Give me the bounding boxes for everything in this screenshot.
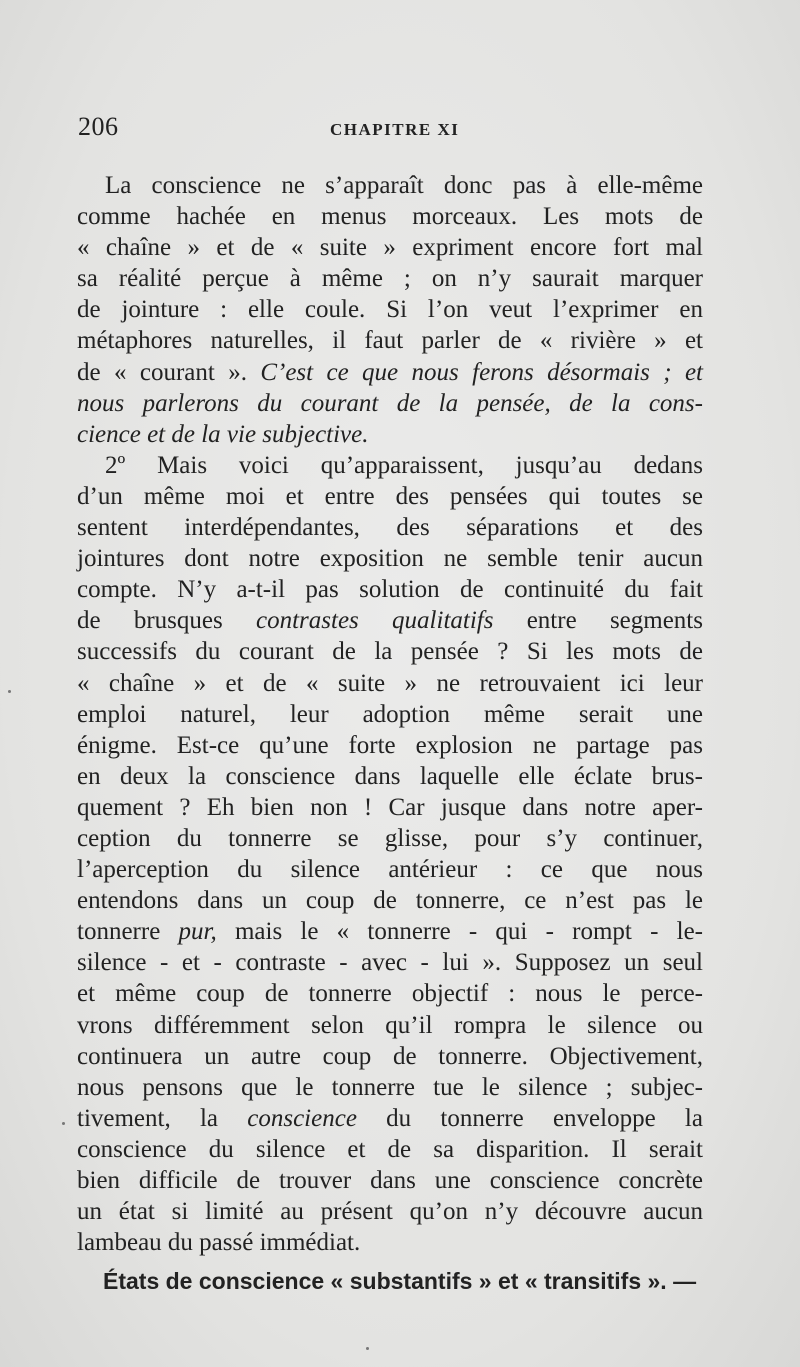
text-line: [77, 823, 703, 854]
running-head: CHAPITRE XI: [330, 120, 460, 139]
text-line: [77, 1041, 703, 1072]
text-line: [77, 201, 703, 232]
print-speck: [366, 1347, 369, 1350]
text-segment: tivement, la: [77, 1104, 248, 1132]
text-line: [77, 1103, 703, 1134]
print-speck: [8, 690, 11, 693]
text-line: [77, 605, 703, 636]
text-line: [77, 916, 703, 947]
text-segment: sentent interdépendantes, des séparations et des: [77, 514, 703, 542]
page-header: [78, 112, 698, 148]
italic-text: C’est ce que nous ferons désormais ; et: [260, 358, 703, 386]
italic-text: nous parlerons du courant de la pensée, de la cons-: [77, 389, 703, 417]
text-line: [77, 730, 703, 761]
text-line: [77, 1227, 703, 1258]
text-segment: emploi naturel, leur adoption même serait une: [77, 700, 703, 728]
text-line: [77, 885, 703, 916]
text-segment: énigme. Est-ce qu’une forte explosion ne partage pas: [77, 731, 703, 759]
text-segment: comme hachée en menus morceaux. Les mots de: [77, 203, 703, 231]
text-segment: et même coup de tonnerre objectif : nous le perce-: [77, 980, 703, 1008]
text-line: [77, 450, 703, 481]
text-line: [77, 792, 703, 823]
text-line: [77, 1010, 703, 1041]
text-line: [77, 512, 703, 543]
text-line: [77, 636, 703, 667]
print-speck: [62, 1122, 65, 1125]
text-line: [77, 1072, 703, 1103]
text-line: [77, 761, 703, 792]
text-segment: conscience du silence et de sa disparition. Il serait: [77, 1135, 703, 1163]
text-segment: « chaîne » et de « suite » ne retrouvaient ici leur: [77, 669, 703, 697]
text-segment: un état si limité au présent qu’on n’y découvre aucun: [77, 1198, 703, 1226]
text-line: [77, 543, 703, 574]
italic-text: cience et de la vie subjective.: [77, 420, 369, 448]
text-segment: ception du tonnerre se glisse, pour s’y continuer,: [77, 824, 703, 852]
text-segment: entre segments: [493, 607, 703, 635]
text-line: [77, 263, 703, 294]
text-segment: métaphores naturelles, il faut parler de « rivière » et: [77, 327, 703, 355]
text-segment: La conscience ne s’apparaît donc pas à elle-même: [105, 172, 703, 199]
text-line: [77, 1165, 703, 1196]
text-line: [77, 947, 703, 978]
body-text: [77, 170, 703, 1298]
text-line: [77, 1196, 703, 1227]
text-segment: successifs du courant de la pensée ? Si les mots de: [77, 638, 703, 666]
text-segment: quement ? Eh bien non ! Car jusque dans notre aper-: [77, 793, 703, 821]
text-segment: en deux la conscience dans laquelle elle éclate brus-: [77, 762, 703, 790]
text-line: [77, 574, 703, 605]
italic-text: conscience: [247, 1104, 357, 1132]
text-segment: nous pensons que le tonnerre tue le silence ; subjec-: [77, 1073, 703, 1101]
text-line: [77, 357, 703, 388]
text-line: [77, 325, 703, 356]
italic-text: contrastes qualitatifs: [256, 607, 494, 635]
text-segment: vrons différemment selon qu’il rompra le silence ou: [77, 1011, 703, 1039]
text-segment: continuera un autre coup de tonnerre. Objectivement,: [77, 1042, 703, 1070]
italic-text: pur,: [178, 918, 217, 946]
text-segment: entendons dans un coup de tonnerre, ce n’est pas le: [77, 887, 703, 915]
text-segment: compte. N’y a-t-il pas solution de continuité du fait: [77, 576, 703, 604]
text-line: [77, 668, 703, 699]
text-line: [77, 170, 703, 201]
text-line: [77, 232, 703, 263]
text-segment: tonnerre: [77, 918, 179, 946]
text-line: [77, 699, 703, 730]
text-segment: de jointure : elle coule. Si l’on veut l’exprimer en: [77, 296, 703, 324]
text-segment: 2º Mais voici qu’apparaissent, jusqu’au dedans: [105, 451, 703, 479]
text-segment: de « courant ».: [77, 358, 261, 386]
text-line: [77, 854, 703, 885]
text-line: [77, 978, 703, 1009]
page-number: 206: [78, 112, 119, 141]
text-segment: l’aperception du silence antérieur : ce que nous: [77, 856, 703, 884]
text-line: [77, 481, 703, 512]
section-heading: États de conscience « substantifs » et « transitifs ». —: [103, 1268, 697, 1295]
text-line: [77, 1134, 703, 1165]
text-line: [77, 294, 703, 325]
text-segment: du tonnerre enveloppe la: [356, 1104, 703, 1132]
text-line: [77, 388, 703, 419]
text-segment: de brusques: [77, 607, 257, 635]
text-line: [77, 419, 703, 450]
text-segment: silence - et - contraste - avec - lui ». Supposez un seul: [77, 949, 703, 977]
text-segment: « chaîne » et de « suite » expriment encore fort mal: [77, 234, 703, 262]
text-segment: sa réalité perçue à même ; on n’y saurait marquer: [77, 265, 703, 293]
text-segment: mais le « tonnerre - qui - rompt - le-: [216, 918, 703, 946]
text-segment: lambeau du passé immédiat.: [77, 1229, 361, 1257]
text-segment: bien difficile de trouver dans une conscience concrète: [77, 1167, 703, 1194]
text-segment: jointures dont notre exposition ne semble tenir aucun: [77, 545, 703, 573]
text-segment: d’un même moi et entre des pensées qui toutes se: [77, 482, 703, 510]
